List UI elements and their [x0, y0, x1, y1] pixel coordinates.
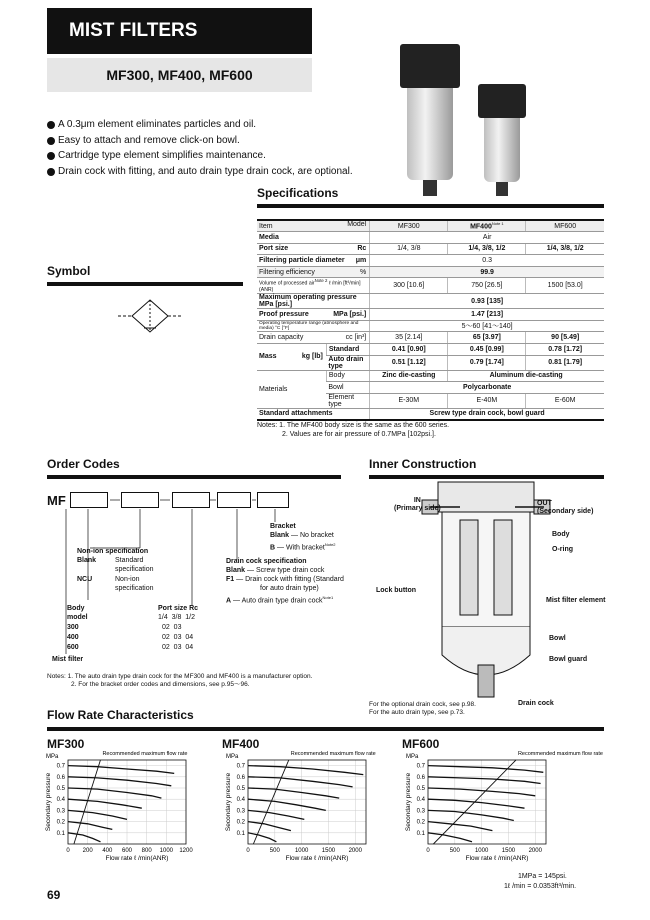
mass-standard-label: Standard [326, 343, 369, 355]
y-tick-label: 0.2 [236, 819, 245, 826]
filter-symbol-icon [110, 298, 190, 334]
row-value: Zinc die-casting [370, 370, 448, 382]
note-line: 2. For the bracket order codes and dimensions, see p.95～96. [71, 681, 250, 688]
bracket-option: B — With bracket$^{Note2}$ [270, 542, 336, 552]
drain-option-desc-cont: for auto drain type) [260, 585, 319, 592]
option-desc: specification [115, 565, 154, 573]
bracket-option: Blank — No bracket [270, 532, 334, 539]
table-header-row [257, 220, 604, 232]
conversion-notes [518, 872, 567, 882]
bracket-title: Bracket [270, 523, 296, 530]
series-line [248, 766, 363, 775]
label-body: Body [552, 531, 570, 538]
x-axis-label: Flow rate ℓ /min(ANR) [105, 855, 169, 862]
option-desc: No bracket [299, 532, 334, 539]
x-tick-label: 1000 [159, 848, 174, 854]
y-tick-label: 0.7 [236, 763, 245, 770]
option-code: NCU [77, 576, 93, 583]
nonion-option-desc [115, 557, 154, 574]
row-value: E-40M [448, 393, 526, 408]
order-prefix: MF [47, 493, 66, 508]
y-unit: MPa [406, 754, 419, 760]
chart-mf300 [38, 748, 198, 873]
row-value: 99.9 [370, 266, 604, 278]
x-axis-label: Flow rate ℓ /min(ANR) [285, 855, 349, 862]
x-tick-label: 1000 [294, 848, 309, 854]
model-code: 600 [67, 644, 79, 651]
materials-element-label: Element type [326, 393, 369, 408]
row-label: Filtering efficiency [259, 268, 315, 276]
option-desc: Standard [115, 557, 144, 564]
y-tick-label: 0.2 [56, 819, 65, 826]
x-tick-label: 1500 [501, 848, 516, 854]
label-line: (Secondary side) [537, 508, 594, 515]
spec-notes [257, 421, 449, 439]
chart-title-mf600: MF600 [402, 737, 440, 751]
y-unit: MPa [226, 754, 239, 760]
x-tick-label: 2000 [348, 848, 362, 854]
row-value: 0.78 [1.72] [526, 343, 604, 355]
product-drain [496, 182, 508, 196]
row-value: 90 [5.49] [526, 332, 604, 344]
flow-rate-heading: Flow Rate Characteristics [47, 708, 194, 722]
materials-label: Materials [257, 370, 326, 408]
header-mf400-text: MF400 [470, 223, 492, 231]
y-tick-label: 0.6 [236, 774, 245, 781]
x-tick-label: 2000 [528, 848, 542, 854]
body-model-line: model [67, 613, 88, 621]
chart-title-mf400: MF400 [222, 737, 260, 751]
annotation-label: Recommended maximum flow rate [290, 751, 376, 757]
feature-item: Cartridge type element simplifies maintenance. [47, 148, 377, 164]
label-oring: O-ring [552, 546, 573, 553]
series-line [68, 777, 171, 786]
y-tick-label: 0.2 [416, 819, 425, 826]
header-mf400 [448, 220, 526, 232]
option-desc: Auto drain type drain cock [241, 597, 323, 605]
drain-option: A — Auto drain type drain cock$^{Note1}$ [226, 595, 334, 605]
row-value: 5～60 [41～140] [370, 320, 604, 332]
row-value: 1.47 [213] [370, 309, 604, 321]
option-code: Blank [270, 532, 290, 539]
drain-option: Blank — Screw type drain cock [226, 567, 325, 574]
row-label: Proof pressure [259, 311, 309, 318]
order-codes-heading: Order Codes [47, 457, 120, 471]
model-ports: 02 03 [162, 624, 182, 631]
label-bowl: Bowl [549, 635, 566, 642]
table-row [257, 232, 604, 244]
product-bowl [484, 118, 520, 182]
mass-label: Mass [259, 353, 277, 361]
recommended-line [74, 760, 101, 844]
row-value: 0.93 [135] [370, 294, 604, 309]
table-row [257, 320, 604, 332]
recommended-line [253, 760, 288, 844]
inner-construction-heading: Inner Construction [369, 457, 477, 471]
port-size-head: 1/4 3/8 1/2 [158, 614, 195, 621]
table-row [257, 255, 604, 267]
row-value: 1500 [53.0] [526, 278, 604, 294]
row-unit: °C [°F] [275, 326, 290, 332]
row-value: Screw type drain cock, bowl guard [370, 408, 604, 420]
x-tick-label: 400 [102, 848, 113, 854]
row-unit: μm [355, 257, 367, 265]
model-code: 400 [67, 634, 79, 641]
x-tick-label: 0 [246, 848, 250, 854]
order-codes-rule [47, 475, 341, 479]
note-line: Notes: 1. The MF400 body size is the same as the 600 series. [257, 422, 450, 429]
title-text: MIST FILTERS [69, 20, 198, 41]
body-model-line: Body [67, 605, 85, 612]
inner-construction-diagram [420, 480, 550, 700]
option-desc: With bracket [285, 544, 325, 552]
option-note: Note1 [322, 595, 334, 600]
materials-body-label: Body [326, 370, 369, 382]
row-label-cell [257, 332, 370, 344]
chart-mf600 [398, 748, 603, 873]
table-row [257, 243, 604, 255]
row-value: 0.41 [0.90] [370, 343, 448, 355]
row-value: 1/4, 3/8, 1/2 [448, 243, 526, 255]
nonion-option-desc [115, 576, 154, 593]
nonion-option [77, 557, 96, 566]
row-unit: MPa [psi.] [333, 311, 367, 318]
table-row [257, 294, 604, 309]
row-value: E-60M [526, 393, 604, 408]
y-tick-label: 0.3 [56, 808, 65, 815]
symbol-heading: Symbol [47, 264, 91, 278]
mist-filter-label: Mist filter [52, 656, 84, 663]
y-tick-label: 0.1 [416, 830, 425, 837]
row-label: Drain capacity [259, 334, 304, 342]
y-tick-label: 0.6 [416, 774, 425, 781]
series-line [428, 822, 492, 831]
series-line [428, 810, 514, 820]
note-line: For the optional drain cock, see p.98. [369, 701, 476, 708]
drain-option: F1 — Drain cock with fitting (Standard [226, 576, 344, 583]
series-line [68, 822, 112, 830]
materials-bowl-label: Bowl [326, 382, 369, 394]
y-tick-label: 0.4 [56, 797, 65, 804]
option-code: F1 [226, 576, 235, 583]
series-line [428, 833, 472, 842]
series-line [248, 777, 353, 787]
subtitle-text: MF300, MF400, MF600 [106, 67, 253, 83]
option-code: B [270, 544, 276, 552]
specifications-table [257, 219, 604, 421]
row-label: Maximum operating pressure MPa [psi.] [257, 294, 370, 309]
x-tick-label: 1000 [474, 848, 489, 854]
row-value: 0.3 [370, 255, 604, 267]
nonion-title: Non-ion specification [77, 548, 149, 555]
label-line: OUT [537, 500, 552, 507]
note-line: 2. Values are for air pressure of 0.7MPa [102psi.]. [282, 431, 436, 438]
specifications-rule [257, 204, 604, 208]
mass-label-cell [257, 343, 326, 370]
series-line [248, 810, 304, 819]
y-tick-label: 0.5 [236, 786, 245, 792]
drain-title: Drain cock specification [226, 558, 307, 565]
y-axis-label: Secondary pressure [405, 772, 412, 832]
feature-item: A 0.3μm element eliminates particles and oil. [47, 117, 377, 133]
y-tick-label: 0.5 [56, 786, 65, 792]
note-line: For the auto drain type, see p.73. [369, 709, 465, 716]
y-tick-label: 0.3 [416, 808, 425, 815]
x-tick-label: 500 [449, 848, 460, 854]
series-line [248, 799, 326, 810]
option-code: A [226, 597, 232, 605]
y-axis-label: Secondary pressure [45, 772, 52, 832]
row-value: Air [370, 232, 604, 244]
row-value: 750 [26.5] [448, 278, 526, 294]
row-label-cell [257, 278, 370, 294]
row-label-cell [257, 243, 370, 255]
row-value: 1/4, 3/8 [370, 243, 448, 255]
nonion-option [77, 576, 92, 585]
y-tick-label: 0.1 [56, 830, 65, 837]
series-line [68, 799, 142, 808]
product-cap [400, 44, 460, 88]
option-desc: Screw type drain cock [255, 567, 325, 574]
row-value: 0.79 [1.74] [448, 355, 526, 370]
feature-item: Easy to attach and remove click-on bowl. [47, 133, 377, 149]
row-unit: Rc [357, 245, 367, 253]
table-row [257, 343, 604, 355]
y-tick-label: 0.4 [236, 797, 245, 804]
y-tick-label: 0.7 [416, 763, 425, 770]
option-desc: specification [115, 584, 154, 592]
header-mf300: MF300 [370, 220, 448, 232]
table-row [257, 309, 604, 321]
y-tick-label: 0.7 [56, 763, 65, 770]
table-row [257, 370, 604, 382]
model-ports: 02 03 04 [162, 644, 194, 651]
y-tick-label: 0.3 [236, 808, 245, 815]
x-tick-label: 0 [426, 848, 430, 854]
x-tick-label: 800 [141, 848, 152, 854]
series-line [68, 766, 174, 774]
label-element: Mist filter element [546, 597, 606, 604]
row-unit: % [360, 268, 367, 276]
product-image-small [478, 84, 526, 196]
row-label: Filtering particle diameter [259, 257, 345, 265]
row-value: 0.81 [1.79] [526, 355, 604, 370]
row-value: Aluminum die-casting [448, 370, 604, 382]
item-model-cell [257, 220, 370, 232]
label-line: (Primary side) [394, 505, 441, 512]
conversion-notes-2 [504, 882, 576, 892]
note-line: Notes: 1. The auto drain type drain cock for the MF300 and MF400 is a manufacturer option. [47, 673, 313, 680]
row-label: Standard attachments [257, 408, 370, 420]
header-mf600: MF600 [526, 220, 604, 232]
x-axis-label: Flow rate ℓ /min(ANR) [465, 855, 529, 862]
row-value: 300 [10.6] [370, 278, 448, 294]
model-subtitle [47, 58, 312, 92]
series-line [428, 777, 541, 784]
product-image-large [400, 44, 460, 196]
series-line [68, 788, 161, 798]
series-line [248, 822, 291, 831]
table-row [257, 408, 604, 420]
option-code: Blank [77, 557, 97, 564]
x-tick-label: 600 [121, 848, 133, 854]
label-drain-cock: Drain cock [518, 700, 554, 707]
page-number: 69 [47, 888, 61, 902]
series-line [428, 766, 543, 773]
y-tick-label: 0.1 [236, 830, 245, 837]
row-label: Media [257, 232, 370, 244]
row-label-cell [257, 309, 370, 321]
symbol-rule [47, 282, 243, 286]
label-bowl-guard: Bowl guard [549, 656, 588, 663]
conversion-line: 1MPa = 145psi. [518, 873, 567, 880]
row-value: 35 [2.14] [370, 332, 448, 344]
product-cap [478, 84, 526, 118]
feature-item: Drain cock with fitting, and auto drain type drain cock, are optional. [47, 164, 377, 180]
product-bowl [407, 88, 453, 180]
annotation-label: Recommended maximum flow rate [102, 751, 188, 757]
row-value: 1/4, 3/8, 1/2 [526, 243, 604, 255]
y-tick-label: 0.4 [416, 797, 425, 804]
table-row [257, 266, 604, 278]
row-value: Polycarbonate [370, 382, 604, 394]
option-code: Blank [226, 567, 246, 574]
inner-notes [369, 701, 476, 717]
flow-rate-rule [47, 727, 604, 731]
series-line [248, 833, 276, 842]
y-tick-label: 0.6 [56, 774, 65, 781]
label-in [394, 497, 441, 513]
annotation-label: Recommended maximum flow rate [517, 751, 603, 757]
label-lock-button: Lock button [376, 587, 417, 594]
page-title [47, 8, 312, 54]
product-drain [423, 180, 437, 196]
header-mf400-note: Note 1 [491, 221, 504, 227]
row-label-cell [257, 255, 370, 267]
y-tick-label: 0.5 [416, 786, 425, 792]
model-ports: 02 03 04 [162, 634, 194, 641]
y-axis-label: Secondary pressure [225, 772, 232, 832]
inner-construction-rule [369, 475, 604, 479]
port-size-title: Port size Rc [158, 605, 199, 612]
mass-auto-label: Auto drain type [326, 355, 369, 370]
model-code: 300 [67, 624, 79, 631]
header-item: Item [259, 222, 273, 230]
row-label: Operating temperature range (atmosphere and media) [259, 321, 359, 332]
series-line [68, 810, 127, 819]
label-out [537, 500, 593, 516]
row-note: Note 2 [314, 278, 328, 284]
table-row [257, 332, 604, 344]
x-tick-label: 500 [269, 848, 280, 854]
recommended-line [433, 760, 516, 844]
conversion-line: 1ℓ /min = 0.0353ft³/min. [504, 883, 577, 890]
row-value: 0.45 [0.99] [448, 343, 526, 355]
x-tick-label: 1200 [179, 848, 193, 854]
label-line: IN [413, 497, 421, 504]
order-notes [47, 673, 312, 689]
chart-mf400 [218, 748, 378, 873]
option-desc: Non-ion [115, 576, 140, 583]
series-line [248, 788, 339, 798]
y-unit: MPa [46, 754, 59, 760]
row-label-cell [257, 320, 370, 332]
mass-unit: kg [lb] [301, 353, 323, 361]
row-unit: ℓ /min [ft³/min] (ANR) [259, 281, 361, 294]
x-tick-label: 0 [66, 848, 70, 854]
chart-title-mf300: MF300 [47, 737, 85, 751]
row-value: E-30M [370, 393, 448, 408]
row-label: Port size [259, 245, 289, 253]
body-model-title [67, 605, 88, 622]
row-label-cell [257, 266, 370, 278]
header-model: Model [347, 221, 367, 228]
specifications-heading: Specifications [257, 186, 339, 200]
x-tick-label: 1500 [321, 848, 336, 854]
row-unit: cc [in³] [345, 334, 367, 342]
row-label: Volume of processed air [259, 281, 315, 288]
feature-list [47, 117, 377, 179]
table-row [257, 278, 604, 294]
row-value: 65 [3.97] [448, 332, 526, 344]
row-value: 0.51 [1.12] [370, 355, 448, 370]
option-note: Note2 [324, 542, 336, 547]
option-desc: Drain cock with fitting (Standard [245, 576, 344, 583]
x-tick-label: 200 [82, 848, 93, 854]
series-line [68, 833, 101, 842]
